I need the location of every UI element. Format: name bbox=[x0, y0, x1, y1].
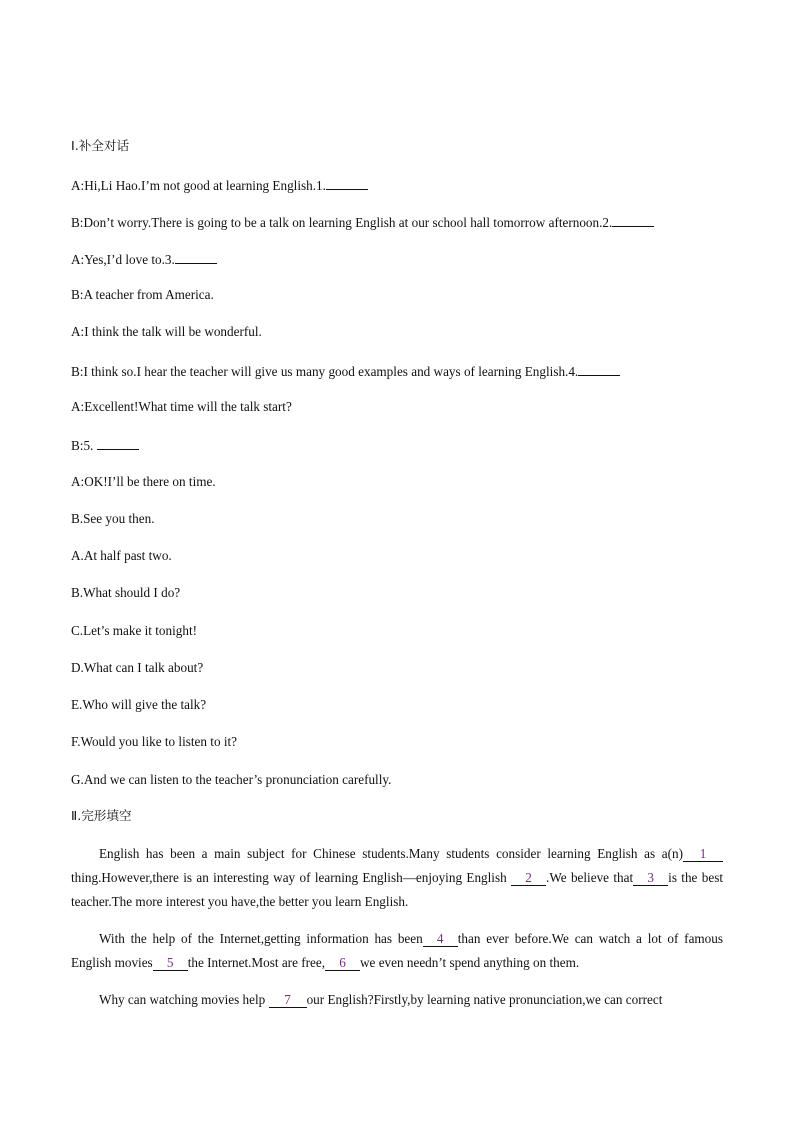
section-1-heading: Ⅰ.补全对话 bbox=[71, 138, 130, 153]
cloze-blank-1[interactable]: 1 bbox=[683, 847, 723, 862]
dialogue-line-8: B:5. bbox=[71, 436, 139, 454]
dialogue-line-4: B:A teacher from America. bbox=[71, 287, 214, 302]
cloze-paragraph-3: Why can watching movies help 7 our English?Firstly,by learning native pronunciation,we can correct bbox=[99, 992, 663, 1007]
cloze-paragraph-1: English has been a main subject for Chinese students.Many students consider learning English as a(n) 1 thing.However,there is an interesting way of learning English—enjoying English 2 .We believe that 3 is the best teacher.The more interest you have,the better you learn English. bbox=[71, 846, 724, 909]
option-g: G.And we can listen to the teacher’s pronunciation carefully. bbox=[71, 772, 392, 787]
cloze-blank-2[interactable]: 2 bbox=[511, 871, 546, 886]
dialogue-line-10: B.See you then. bbox=[71, 511, 155, 526]
option-c: C.Let’s make it tonight! bbox=[71, 623, 197, 638]
dialogue-line-1: A:Hi,Li Hao.I’m not good at learning English.1. bbox=[71, 176, 368, 194]
cloze-blank-3[interactable]: 3 bbox=[633, 871, 668, 886]
answer-blank-4[interactable] bbox=[578, 362, 620, 376]
option-a: A.At half past two. bbox=[71, 548, 172, 563]
answer-blank-1[interactable] bbox=[326, 176, 368, 190]
answer-blank-5[interactable] bbox=[97, 436, 139, 450]
option-f: F.Would you like to listen to it? bbox=[71, 734, 238, 749]
cloze-paragraph-2: With the help of the Internet,getting information has been 4 than ever before.We can watch a lot of famous English movies 5 the Internet.Most are free, 6 we even needn’t spend anything on them. bbox=[71, 931, 723, 970]
option-e: E.Who will give the talk? bbox=[71, 697, 207, 712]
dialogue-line-2: B:Don’t worry.There is going to be a talk on learning English at our school hall tomorrow afternoon.2. bbox=[71, 213, 654, 231]
dialogue-line-5: A:I think the talk will be wonderful. bbox=[71, 324, 262, 339]
option-d: D.What can I talk about? bbox=[71, 660, 204, 675]
dialogue-line-9: A:OK!I’ll be there on time. bbox=[71, 474, 216, 489]
option-b: B.What should I do? bbox=[71, 585, 181, 600]
dialogue-line-6: B:I think so.I hear the teacher will give us many good examples and ways of learning English.4. bbox=[71, 362, 620, 380]
cloze-blank-4[interactable]: 4 bbox=[423, 932, 458, 947]
cloze-blank-7[interactable]: 7 bbox=[269, 993, 307, 1008]
answer-blank-2[interactable] bbox=[612, 213, 654, 227]
dialogue-line-7: A:Excellent!What time will the talk start? bbox=[71, 399, 292, 414]
cloze-blank-6[interactable]: 6 bbox=[325, 956, 360, 971]
dialogue-line-3: A:Yes,I’d love to.3. bbox=[71, 250, 217, 268]
cloze-blank-5[interactable]: 5 bbox=[153, 956, 188, 971]
answer-blank-3[interactable] bbox=[175, 250, 217, 264]
section-2-heading: Ⅱ.完形填空 bbox=[71, 808, 132, 823]
